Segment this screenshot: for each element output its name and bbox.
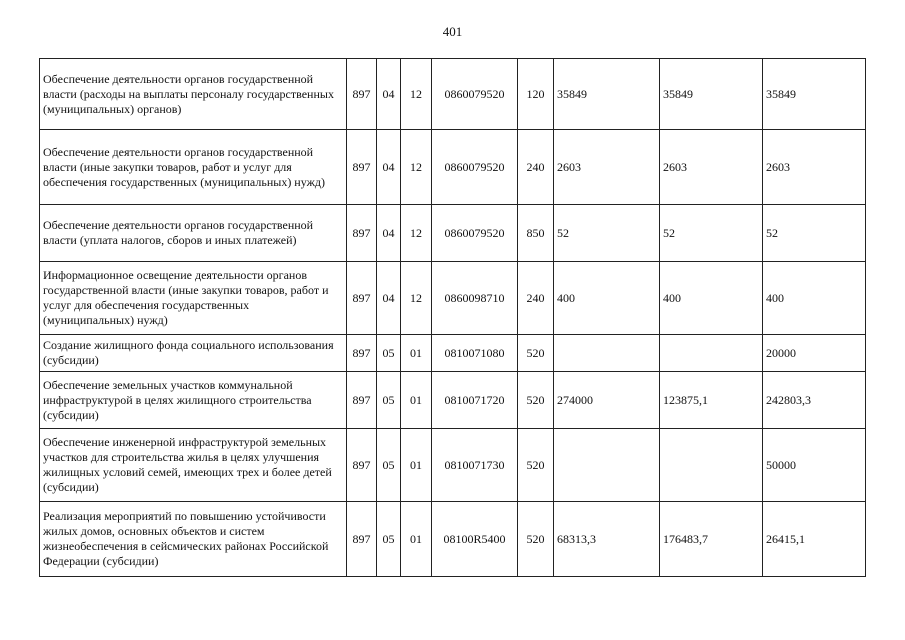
section-code-cell: 05 [377, 372, 401, 429]
row-name-cell: Реализация мероприятий по повышению устойчивости жилых домов, основных объектов и систем жизнеобеспечения в сейсмических районах Российской Федерации (субсидии) [40, 502, 347, 577]
ministry-code-cell: 897 [347, 429, 377, 502]
expense-type-cell: 520 [518, 372, 554, 429]
section-code-cell: 04 [377, 59, 401, 130]
amount-year3-cell: 400 [763, 262, 866, 335]
subsection-code-cell: 01 [401, 372, 432, 429]
target-article-cell: 0810071720 [432, 372, 518, 429]
subsection-code-cell: 01 [401, 335, 432, 372]
amount-year3-cell: 2603 [763, 130, 866, 205]
target-article-cell: 0810071080 [432, 335, 518, 372]
amount-year3-cell: 52 [763, 205, 866, 262]
amount-year2-cell [660, 429, 763, 502]
table-row [40, 429, 866, 502]
section-code-cell: 04 [377, 262, 401, 335]
table-row [40, 372, 866, 429]
budget-table [39, 58, 866, 577]
row-name-cell: Обеспечение деятельности органов государственной власти (уплата налогов, сборов и иных платежей) [40, 205, 347, 262]
expense-type-cell: 520 [518, 502, 554, 577]
amount-year3-cell: 26415,1 [763, 502, 866, 577]
amount-year2-cell [660, 335, 763, 372]
target-article-cell: 0860079520 [432, 59, 518, 130]
section-code-cell: 05 [377, 335, 401, 372]
subsection-code-cell: 01 [401, 429, 432, 502]
expense-type-cell: 240 [518, 130, 554, 205]
amount-year3-cell: 242803,3 [763, 372, 866, 429]
subsection-code-cell: 12 [401, 59, 432, 130]
ministry-code-cell: 897 [347, 262, 377, 335]
expense-type-cell: 520 [518, 429, 554, 502]
row-name-cell: Обеспечение деятельности органов государственной власти (расходы на выплаты персоналу государственных (муниципальных) органов) [40, 59, 347, 130]
amount-year2-cell: 123875,1 [660, 372, 763, 429]
table-row [40, 59, 866, 130]
amount-year1-cell [554, 429, 660, 502]
table-row [40, 502, 866, 577]
amount-year1-cell: 2603 [554, 130, 660, 205]
ministry-code-cell: 897 [347, 59, 377, 130]
ministry-code-cell: 897 [347, 502, 377, 577]
amount-year2-cell: 400 [660, 262, 763, 335]
row-name-cell: Обеспечение земельных участков коммунальной инфраструктурой в целях жилищного строительства (субсидии) [40, 372, 347, 429]
ministry-code-cell: 897 [347, 372, 377, 429]
subsection-code-cell: 12 [401, 205, 432, 262]
ministry-code-cell: 897 [347, 205, 377, 262]
target-article-cell: 0810071730 [432, 429, 518, 502]
amount-year3-cell: 20000 [763, 335, 866, 372]
amount-year1-cell [554, 335, 660, 372]
table-row [40, 130, 866, 205]
target-article-cell: 0860079520 [432, 130, 518, 205]
amount-year1-cell: 400 [554, 262, 660, 335]
expense-type-cell: 120 [518, 59, 554, 130]
amount-year2-cell: 176483,7 [660, 502, 763, 577]
section-code-cell: 05 [377, 502, 401, 577]
expense-type-cell: 520 [518, 335, 554, 372]
row-name-cell: Информационное освещение деятельности органов государственной власти (иные закупки товаров, работ и услуг для обеспечения государственных (муниципальных) нужд) [40, 262, 347, 335]
amount-year2-cell: 2603 [660, 130, 763, 205]
ministry-code-cell: 897 [347, 335, 377, 372]
target-article-cell: 08100R5400 [432, 502, 518, 577]
amount-year3-cell: 35849 [763, 59, 866, 130]
amount-year1-cell: 35849 [554, 59, 660, 130]
amount-year3-cell: 50000 [763, 429, 866, 502]
section-code-cell: 05 [377, 429, 401, 502]
section-code-cell: 04 [377, 130, 401, 205]
target-article-cell: 0860098710 [432, 262, 518, 335]
row-name-cell: Создание жилищного фонда социального использования (субсидии) [40, 335, 347, 372]
table-row [40, 262, 866, 335]
amount-year2-cell: 35849 [660, 59, 763, 130]
row-name-cell: Обеспечение деятельности органов государственной власти (иные закупки товаров, работ и услуг для обеспечения государственных (муниципальных) нужд) [40, 130, 347, 205]
amount-year1-cell: 52 [554, 205, 660, 262]
target-article-cell: 0860079520 [432, 205, 518, 262]
section-code-cell: 04 [377, 205, 401, 262]
table-row [40, 335, 866, 372]
page-number: 401 [442, 24, 463, 39]
ministry-code-cell: 897 [347, 130, 377, 205]
expense-type-cell: 850 [518, 205, 554, 262]
amount-year1-cell: 274000 [554, 372, 660, 429]
subsection-code-cell: 01 [401, 502, 432, 577]
amount-year2-cell: 52 [660, 205, 763, 262]
subsection-code-cell: 12 [401, 262, 432, 335]
amount-year1-cell: 68313,3 [554, 502, 660, 577]
expense-type-cell: 240 [518, 262, 554, 335]
subsection-code-cell: 12 [401, 130, 432, 205]
table-row [40, 205, 866, 262]
row-name-cell: Обеспечение инженерной инфраструктурой земельных участков для строительства жилья в целях улучшения жилищных условий семей, имеющих трех и более детей (субсидии) [40, 429, 347, 502]
